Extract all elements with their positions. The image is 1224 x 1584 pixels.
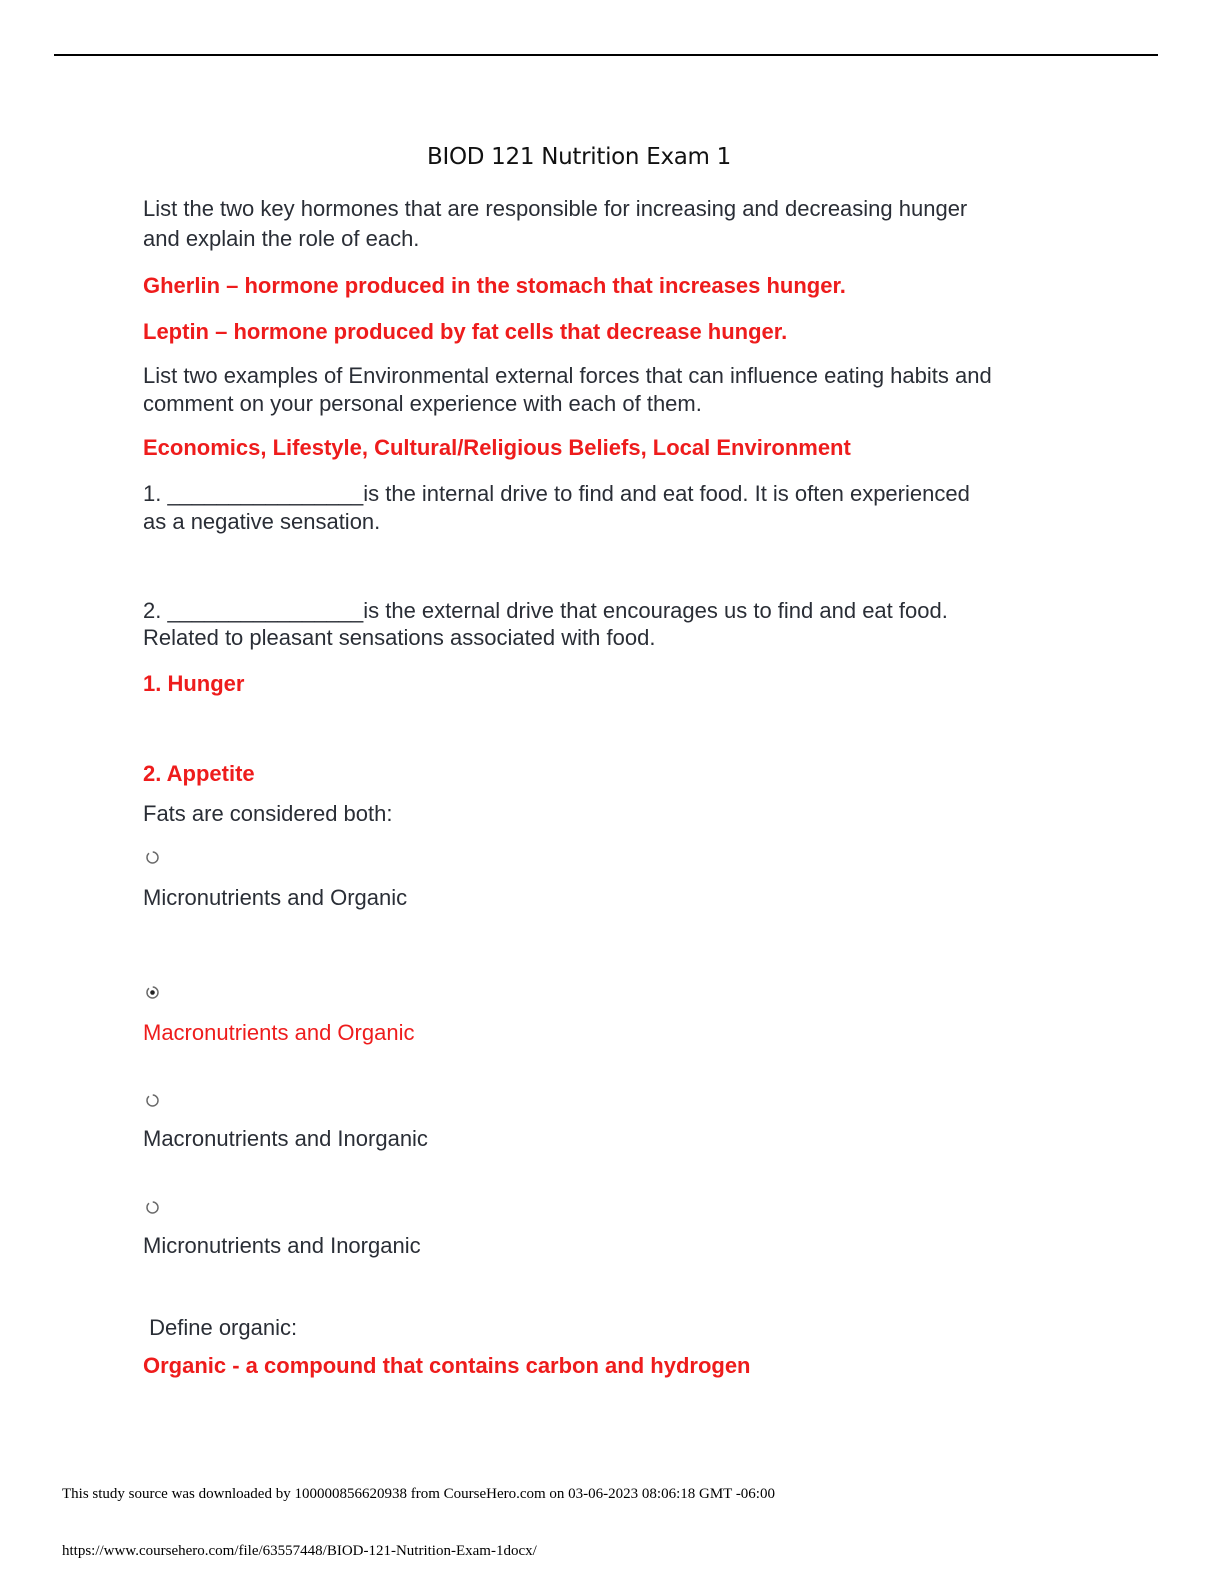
answer-gherlin: Gherlin – hormone produced in the stomach that increases hunger. [143, 273, 846, 298]
radio-option-4[interactable] [146, 1201, 159, 1214]
answer-leptin: Leptin – hormone produced by fat cells that decrease hunger. [143, 319, 788, 344]
option-1-label: Micronutrients and Organic [143, 885, 408, 910]
answer-appetite: 2. Appetite [143, 761, 255, 786]
option-2-label: Macronutrients and Organic [143, 1020, 415, 1045]
footer-url[interactable]: https://www.coursehero.com/file/63557448/BIOD-121-Nutrition-Exam-1docx/ [62, 1543, 537, 1559]
question-5-prompt: Define organic: [143, 1315, 298, 1340]
radio-option-1[interactable] [146, 851, 159, 864]
option-4-label: Micronutrients and Inorganic [143, 1233, 421, 1258]
option-3-label: Macronutrients and Inorganic [143, 1126, 428, 1151]
question-3-item-1-line-1: 1. ________________is the internal drive to find and eat food. It is often experienced [143, 481, 970, 506]
question-1-line-1: List the two key hormones that are responsible for increasing and decreasing hunger [143, 196, 968, 221]
question-2-line-2: comment on your personal experience with each of them. [143, 391, 702, 416]
question-3-item-1-line-2: as a negative sensation. [143, 509, 381, 534]
question-3-item-2-line-2: Related to pleasant sensations associated with food. [143, 625, 656, 650]
question-2-line-1: List two examples of Environmental external forces that can influence eating habits and [143, 363, 992, 388]
question-1-line-2: and explain the role of each. [143, 226, 420, 251]
page-title: BIOD 121 Nutrition Exam 1 [427, 144, 731, 170]
footer-source-note: This study source was downloaded by 100000856620938 from CourseHero.com on 03-06-2023 08:06:18 GMT -06:00 [62, 1486, 775, 1502]
radio-option-3[interactable] [146, 1094, 159, 1107]
header-rule [54, 54, 1158, 56]
question-3-item-2-line-1: 2. ________________is the external drive that encourages us to find and eat food. [143, 598, 948, 623]
radio-option-2-selected[interactable] [146, 986, 159, 999]
answer-hunger: 1. Hunger [143, 671, 245, 696]
answer-organic-definition: Organic - a compound that contains carbon and hydrogen [143, 1353, 751, 1378]
question-4-prompt: Fats are considered both: [143, 801, 393, 826]
answer-environmental-forces: Economics, Lifestyle, Cultural/Religious Beliefs, Local Environment [143, 435, 851, 460]
